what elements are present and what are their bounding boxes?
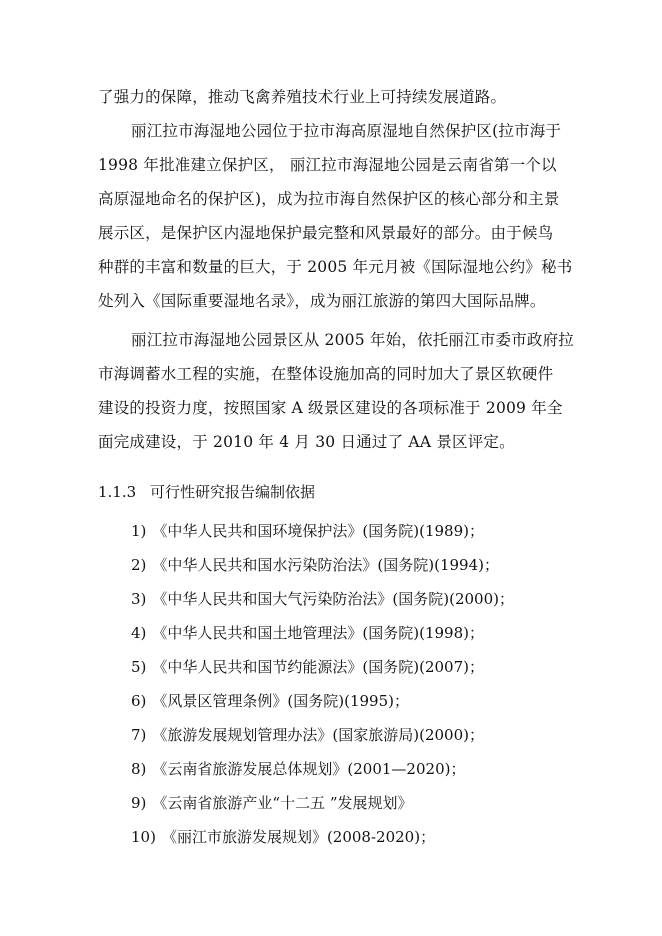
paragraph-line: 种群的丰富和数量的巨大，于 2005 年元月被《国际湿地公约》秘书 xyxy=(98,258,573,276)
reference-index: 8) xyxy=(131,760,147,778)
reference-text: 《中华人民共和国土地管理法》(国务院)(1998)； xyxy=(152,624,484,642)
paragraph-line: 了强力的保障，推动飞禽养殖技术行业上可持续发展道路。 xyxy=(98,88,507,106)
reference-item xyxy=(131,725,484,745)
reference-text: 《云南省旅游发展总体规划》(2001—2020)； xyxy=(152,760,466,778)
paragraph-line: 高原湿地命名的保护区)，成为拉市海自然保护区的核心部分和主景 xyxy=(98,190,560,208)
reference-index: 3) xyxy=(131,590,147,608)
reference-item xyxy=(131,793,413,813)
reference-item xyxy=(131,827,435,847)
paragraph-line: 建设的投资力度，按照国家 A 级景区建设的各项标准于 2009 年全 xyxy=(98,399,563,417)
reference-text: 《中华人民共和国环境保护法》(国务院)(1989)； xyxy=(152,522,484,540)
reference-item xyxy=(131,691,409,711)
reference-item xyxy=(131,759,465,779)
reference-text: 《中华人民共和国大气污染防治法》(国务院)(2000)； xyxy=(152,590,514,608)
reference-item xyxy=(131,589,514,609)
reference-text: 《云南省旅游产业“十二五 ”发展规划》 xyxy=(152,794,413,812)
paragraph-line: 1998 年批准建立保护区， 丽江拉市海湿地公园是云南省第一个以 xyxy=(98,156,557,174)
reference-index: 6) xyxy=(131,692,147,710)
reference-item xyxy=(131,521,484,541)
reference-index: 10) xyxy=(131,828,156,846)
reference-index: 4) xyxy=(131,624,147,642)
reference-text: 《中华人民共和国水污染防治法》(国务院)(1994)； xyxy=(152,556,499,574)
reference-index: 5) xyxy=(131,658,147,676)
paragraph-line: 处列入《国际重要湿地名录》，成为丽江旅游的第四大国际品牌。 xyxy=(98,292,546,310)
reference-index: 1) xyxy=(131,522,147,540)
paragraph-line: 丽江拉市海湿地公园位于拉市海高原湿地自然保护区(拉市海于 xyxy=(131,122,562,140)
reference-item xyxy=(131,657,484,677)
section-number: 1.1.3 xyxy=(98,483,137,501)
section-title: 可行性研究报告编制依据 xyxy=(150,483,316,501)
reference-text: 《风景区管理条例》(国务院)(1995)； xyxy=(152,692,409,710)
paragraph-line: 面完成建设，于 2010 年 4 月 30 日通过了 AA 景区评定。 xyxy=(98,433,515,451)
reference-text: 《旅游发展规划管理办法》(国家旅游局)(2000)； xyxy=(152,726,484,744)
reference-item xyxy=(131,555,499,575)
paragraph-line: 市海调蓄水工程的实施，在整体设施加高的同时加大了景区软硬件 xyxy=(98,365,554,383)
reference-index: 2) xyxy=(131,556,147,574)
reference-item xyxy=(131,623,484,643)
reference-index: 9) xyxy=(131,794,147,812)
paragraph-line: 展示区，是保护区内湿地保护最完整和风景最好的部分。由于候鸟 xyxy=(98,224,554,242)
reference-index: 7) xyxy=(131,726,147,744)
reference-text: 《丽江市旅游发展规划》(2008-2020)； xyxy=(161,828,436,846)
reference-text: 《中华人民共和国节约能源法》(国务院)(2007)； xyxy=(152,658,484,676)
paragraph-line: 丽江拉市海湿地公园景区从 2005 年始，依托丽江市委市政府拉 xyxy=(131,331,575,349)
